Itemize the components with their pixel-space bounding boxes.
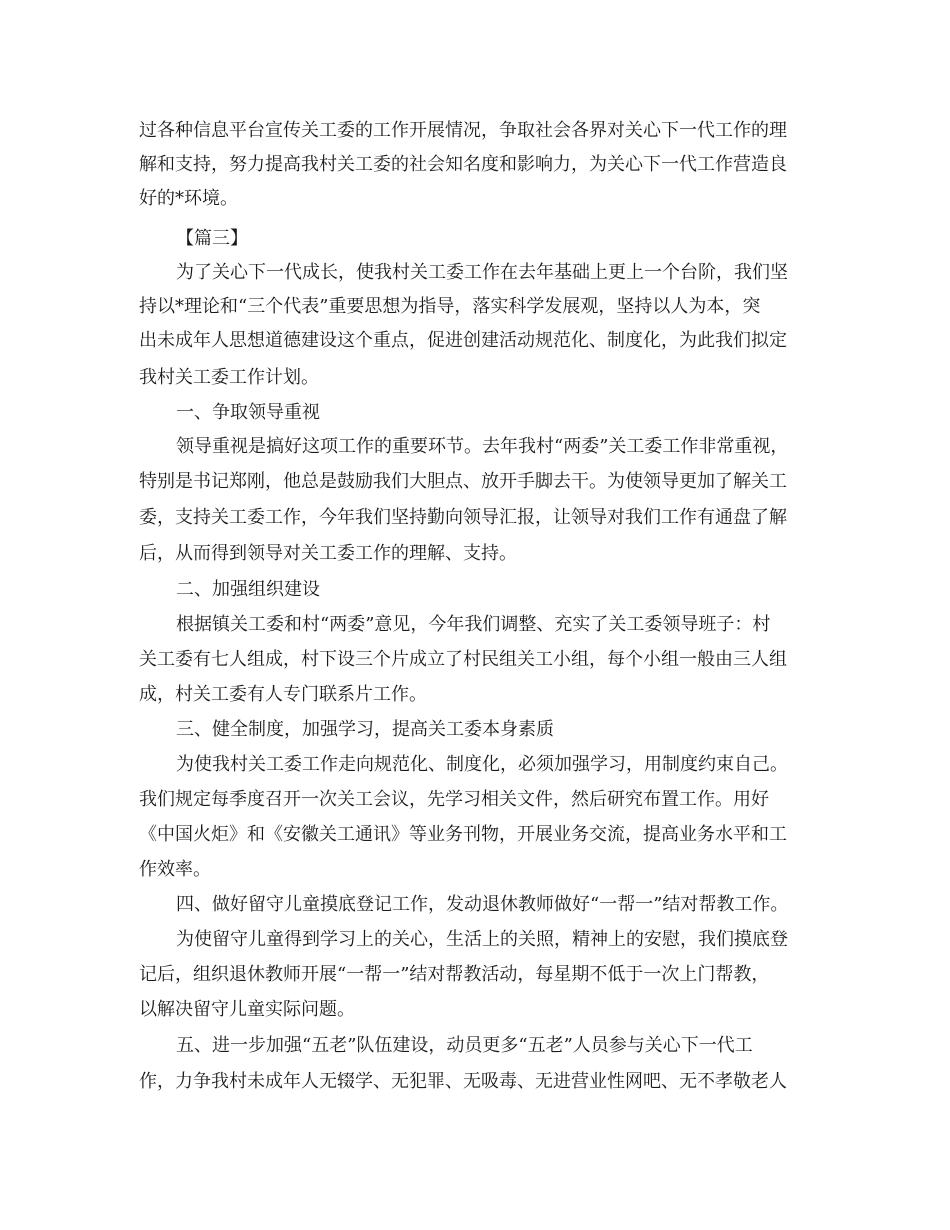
subheading: 一、争取领导重视	[176, 402, 320, 423]
text-line: 持以*理论和“三个代表”重要思想为指导，落实科学发展观，坚持以人为本，突	[139, 296, 761, 317]
text-line: 好的*环境。	[139, 188, 238, 209]
text-line: 出未成年人思想道德建设这个重点，促进创建活动规范化、制度化，为此我们拟定	[139, 330, 787, 351]
section-heading: 【篇三】	[176, 228, 248, 249]
text-line: 过各种信息平台宣传关工委的工作开展情况，争取社会各界对关心下一代工作的理	[139, 120, 787, 141]
text-line: 解和支持，努力提高我村关工委的社会知名度和影响力，为关心下一代工作营造良	[139, 154, 787, 175]
text-line: 为使留守儿童得到学习上的关心，生活上的关照，精神上的安慰，我们摸底登	[176, 929, 788, 950]
text-line: 以解决留守儿童实际问题。	[139, 999, 355, 1020]
text-line: 为使我村关工委工作走向规范化、制度化，必须加强学习，用制度约束自己。	[176, 754, 788, 775]
text-line: 成，村关工委有人专门联系片工作。	[139, 684, 427, 705]
subheading: 四、做好留守儿童摸底登记工作，发动退休教师做好“一帮一”结对帮教工作。	[176, 894, 789, 915]
text-line: 特别是书记郑刚，他总是鼓励我们大胆点、放开手脚去干。为使领导更加了解关工	[139, 471, 787, 492]
text-line: 记后，组织退休教师开展“一帮一”结对帮教活动，每星期不低于一次上门帮教，	[139, 964, 770, 985]
text-line: 关工委有七人组成，村下设三个片成立了村民组关工小组，每个小组一般由三人组	[139, 649, 787, 670]
text-line: 委，支持关工委工作，今年我们坚持勤向领导汇报，让领导对我们工作有通盘了解	[139, 507, 787, 528]
subheading: 五、进一步加强“五老”队伍建设，动员更多“五老”人员参与关心下一代工	[176, 1035, 753, 1056]
text-line: 后，从而得到领导对关工委工作的理解、支持。	[139, 543, 517, 564]
text-line: 为了关心下一代成长，使我村关工委工作在去年基础上更上一个台阶，我们坚	[176, 262, 788, 283]
subheading: 三、健全制度，加强学习，提高关工委本身素质	[176, 719, 554, 740]
text-line: 我们规定每季度召开一次关工会议，先学习相关文件，然后研究布置工作。用好	[139, 789, 769, 810]
text-line: 《中国火炬》和《安徽关工通讯》等业务刊物，开展业务交流，提高业务水平和工	[139, 824, 787, 845]
text-line: 领导重视是搞好这项工作的重要环节。去年我村“两委”关工委工作非常重视，	[176, 436, 789, 457]
text-line: 我村关工委工作计划。	[139, 367, 319, 388]
text-line: 作，力争我村未成年人无辍学、无犯罪、无吸毒、无进营业性网吧、无不孝敬老人	[139, 1071, 787, 1092]
subheading: 二、加强组织建设	[176, 579, 320, 600]
text-line: 根据镇关工委和村“两委”意见，今年我们调整、充实了关工委领导班子：村	[176, 614, 771, 635]
text-line: 作效率。	[139, 859, 211, 880]
